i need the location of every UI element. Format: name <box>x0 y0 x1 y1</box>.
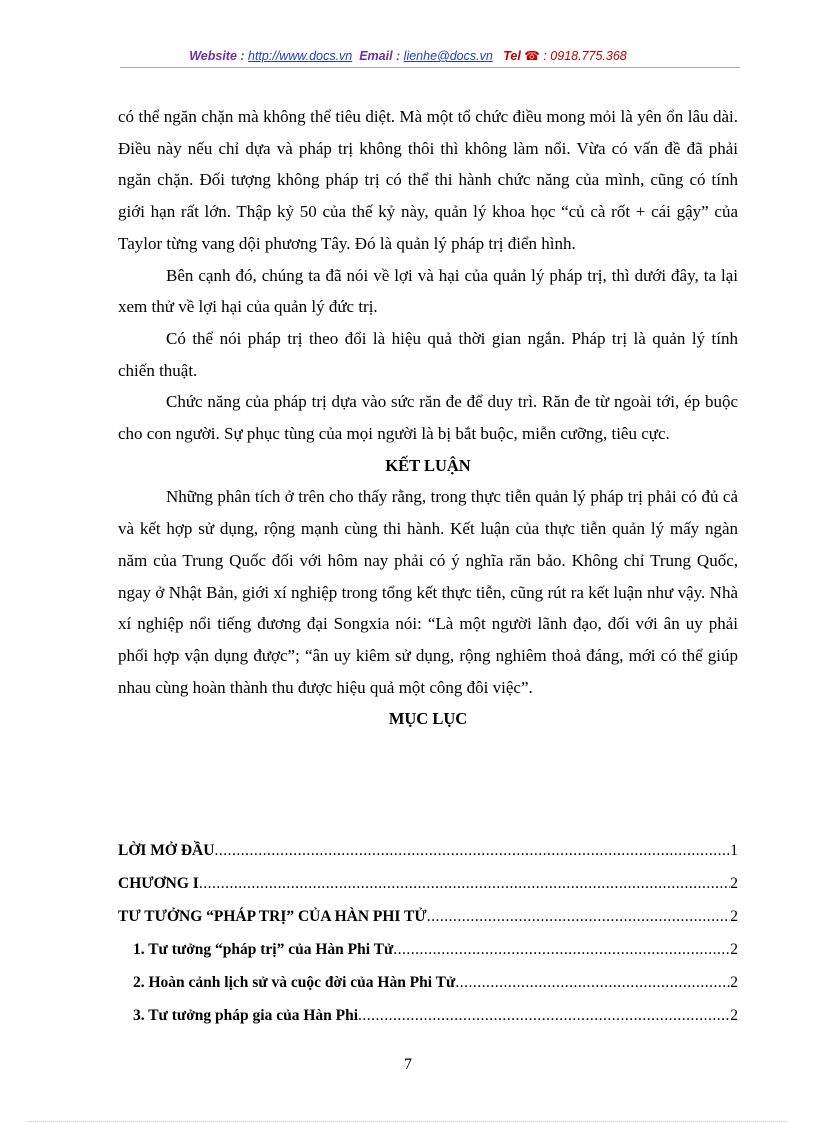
paragraph: Chức năng của pháp trị dựa vào sức răn đe để duy trì. Răn đe từ ngoài tới, ép buộc cho con người. Sự phục tùng của mọi người là bị bắt buộc, miễn cưỡng, tiêu cực. <box>118 392 738 444</box>
page-header: Website : http://www.docs.vn Email : lienhe@docs.vn Tel ☎ : 0918.775.368 <box>189 49 627 63</box>
toc-entry-page: 2 <box>730 908 738 925</box>
tel-value: 0918.775.368 <box>550 49 627 63</box>
toc-entry[interactable] <box>118 908 738 941</box>
toc-entry[interactable] <box>118 974 738 1007</box>
paragraph: có thể ngăn chặn mà không thể tiêu diệt. Mà một tổ chức điều mong mỏi là yên ổn lâu dài. Điều này nếu chỉ dựa và pháp trị không thôi thì không làm nổi. Vừa có vấn đề đã phải ngăn chặn. Đối tượng không pháp trị có thể thi hành chức năng của mình, cũng có tính giới hạn rất lớn. Thập kỷ 50 của thế kỷ này, quản lý khoa học “củ cà rốt + cái gậy” của Taylor từng vang dội phương Tây. Đó là quản lý pháp trị điển hình. <box>118 107 738 253</box>
document-body <box>118 101 738 735</box>
toc-entry-page: 2 <box>730 875 738 892</box>
page-number: 7 <box>404 1056 412 1073</box>
paragraph: Có thể nói pháp trị theo đổi là hiệu quả thời gian ngắn. Pháp trị là quản lý tính chiến thuật. <box>118 328 738 380</box>
toc-leader <box>427 908 731 926</box>
toc-leader <box>455 974 730 992</box>
toc-heading: MỤC LỤC <box>388 709 468 729</box>
email-link[interactable]: lienhe@docs.vn <box>403 49 493 63</box>
toc-entry-title: CHƯƠNG I <box>118 875 199 892</box>
conclusion-heading: KẾT LUẬN <box>385 455 471 475</box>
paragraph: Bên cạnh đó, chúng ta đã nói về lợi và hại của quản lý pháp trị, thì dưới đây, ta lại xem thử về lợi hại của quản lý đức trị. <box>118 265 738 317</box>
conclusion-paragraph: Những phân tích ở trên cho thấy rằng, trong thực tiễn quản lý pháp trị phải có đủ cả và kết hợp sử dụng, rộng mạnh cùng thi hành. Kết luận của thực tiễn quản lý mấy ngàn năm của Trung Quốc đối với hôm nay phải có ý nghĩa răn bảo. Không chỉ Trung Quốc, ngay ở Nhật Bản, giới xí nghiệp trong tổng kết thực tiễn, cũng rút ra kết luận như vậy. Nhà xí nghiệp nổi tiếng đương đại Songxia nói: “Là một người lãnh đạo, đối với ân uy phải phối hợp vận dụng được”; “ân uy kiêm sử dụng, rộng nghiêm thoả đáng, mới có thể giúp nhau cùng hoàn thành thu được hiệu quả một công đôi việc”. <box>118 487 738 697</box>
toc-entry-title: TƯ TƯỞNG “PHÁP TRỊ” CỦA HÀN PHI TỬ <box>118 908 427 925</box>
toc-entry[interactable] <box>118 842 738 875</box>
toc-leader <box>214 842 730 860</box>
toc-leader <box>393 941 730 959</box>
table-of-contents <box>118 842 738 1040</box>
page-bottom-edge <box>28 1121 788 1122</box>
toc-entry-title: 2. Hoàn cảnh lịch sử và cuộc đời của Hàn Phi Tử <box>133 974 456 991</box>
toc-entry[interactable] <box>118 941 738 974</box>
toc-entry-page: 1 <box>730 842 738 859</box>
toc-entry-page: 2 <box>730 974 738 991</box>
toc-entry-title: LỜI MỞ ĐẦU <box>118 842 215 859</box>
website-label: Website <box>189 49 237 63</box>
website-link[interactable]: http://www.docs.vn <box>248 49 353 63</box>
header-divider <box>120 67 740 68</box>
toc-entry-title: 3. Tư tưởng pháp gia của Hàn Phi <box>133 1007 359 1024</box>
toc-entry[interactable] <box>118 1007 738 1040</box>
toc-entry-title: 1. Tư tưởng “pháp trị” của Hàn Phi Tử <box>133 941 394 958</box>
toc-entry-page: 2 <box>730 941 738 958</box>
toc-entry-page: 2 <box>730 1007 738 1024</box>
toc-leader <box>199 875 730 893</box>
toc-leader <box>358 1007 730 1025</box>
tel-label: Tel ☎ <box>503 49 540 63</box>
email-label: Email <box>359 49 393 63</box>
toc-entry[interactable] <box>118 875 738 908</box>
